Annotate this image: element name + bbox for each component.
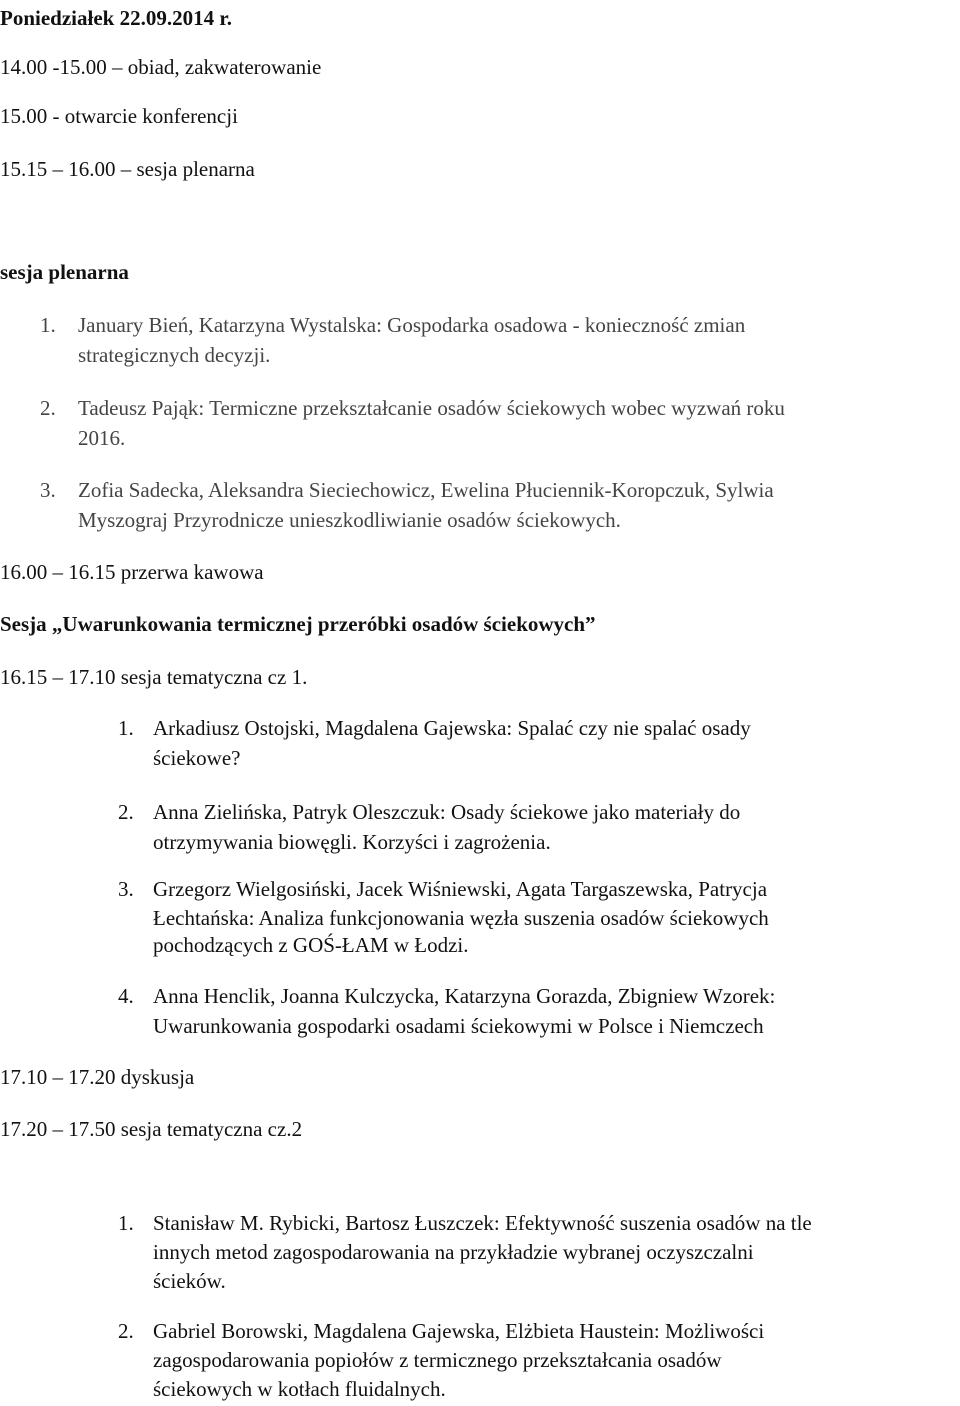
list-item-number: 1.: [118, 1211, 134, 1235]
list-item-text: January Bień, Katarzyna Wystalska: Gospodarka osadowa - konieczność zmian: [78, 313, 746, 337]
plenary-heading: sesja plenarna: [0, 260, 129, 284]
list-item-text: Uwarunkowania gospodarki osadami ściekowymi w Polsce i Niemczech: [153, 1014, 764, 1038]
list-item-text: Grzegorz Wielgosiński, Jacek Wiśniewski, Agata Targaszewska, Patrycja: [153, 877, 768, 901]
list-item-text: Gabriel Borowski, Magdalena Gajewska, Elżbieta Haustein: Możliwości: [153, 1319, 765, 1343]
schedule-line-opening: 15.00 - otwarcie konferencji: [0, 104, 238, 128]
list-item-text: Stanisław M. Rybicki, Bartosz Łuszczek: Efektywność suszenia osadów na tle: [153, 1211, 812, 1235]
list-item-text: pochodzących z GOŚ-ŁAM w Łodzi.: [153, 933, 469, 957]
session-title: Sesja „Uwarunkowania termicznej przeróbki osadów ściekowych”: [0, 612, 596, 636]
list-item-text: Arkadiusz Ostojski, Magdalena Gajewska: Spalać czy nie spalać osady: [153, 716, 751, 740]
discussion-line: 17.10 – 17.20 dyskusja: [0, 1065, 195, 1089]
coffee-break-line: 16.00 – 16.15 przerwa kawowa: [0, 560, 264, 584]
list-item-text: Zofia Sadecka, Aleksandra Sieciechowicz, Ewelina Płuciennik-Koropczuk, Sylwia: [78, 478, 774, 502]
list-item-text: Anna Zielińska, Patryk Oleszczuk: Osady ściekowe jako materiały do: [153, 800, 741, 824]
list-item-text: Łechtańska: Analiza funkcjonowania węzła suszenia osadów ściekowych: [153, 906, 769, 930]
schedule-line-lunch: 14.00 -15.00 – obiad, zakwaterowanie: [0, 55, 322, 79]
list-item-number: 3.: [40, 478, 56, 502]
list-item-text: Tadeusz Pająk: Termiczne przekształcanie osadów ściekowych wobec wyzwań roku: [78, 396, 785, 420]
list-item-text: 2016.: [78, 426, 126, 450]
list-item-text: ściekowych w kotłach fluidalnych.: [153, 1377, 446, 1401]
list-item-number: 2.: [118, 800, 134, 824]
list-item-text: Anna Henclik, Joanna Kulczycka, Katarzyna Gorazda, Zbigniew Wzorek:: [153, 984, 776, 1008]
list-item-number: 2.: [118, 1319, 134, 1343]
schedule-line-plenary: 15.15 – 16.00 – sesja plenarna: [0, 157, 255, 181]
session-part1-label: 16.15 – 17.10 sesja tematyczna cz 1.: [0, 665, 308, 689]
list-item-number: 1.: [40, 313, 56, 337]
list-item-number: 3.: [118, 877, 134, 901]
list-item-text: Myszograj Przyrodnicze unieszkodliwianie osadów ściekowych.: [78, 508, 621, 532]
page-title: Poniedziałek 22.09.2014 r.: [0, 6, 232, 30]
session-part2-label: 17.20 – 17.50 sesja tematyczna cz.2: [0, 1117, 303, 1141]
list-item-number: 1.: [118, 716, 134, 740]
list-item-text: strategicznych decyzji.: [78, 343, 271, 367]
list-item-text: ściekowe?: [153, 746, 241, 770]
list-item-text: otrzymywania biowęgli. Korzyści i zagrożenia.: [153, 830, 551, 854]
list-item-text: ścieków.: [153, 1269, 226, 1293]
list-item-text: innych metod zagospodarowania na przykładzie wybranej oczyszczalni: [153, 1240, 754, 1264]
list-item-number: 4.: [118, 984, 134, 1008]
list-item-number: 2.: [40, 396, 56, 420]
list-item-text: zagospodarowania popiołów z termicznego przekształcania osadów: [153, 1348, 722, 1372]
